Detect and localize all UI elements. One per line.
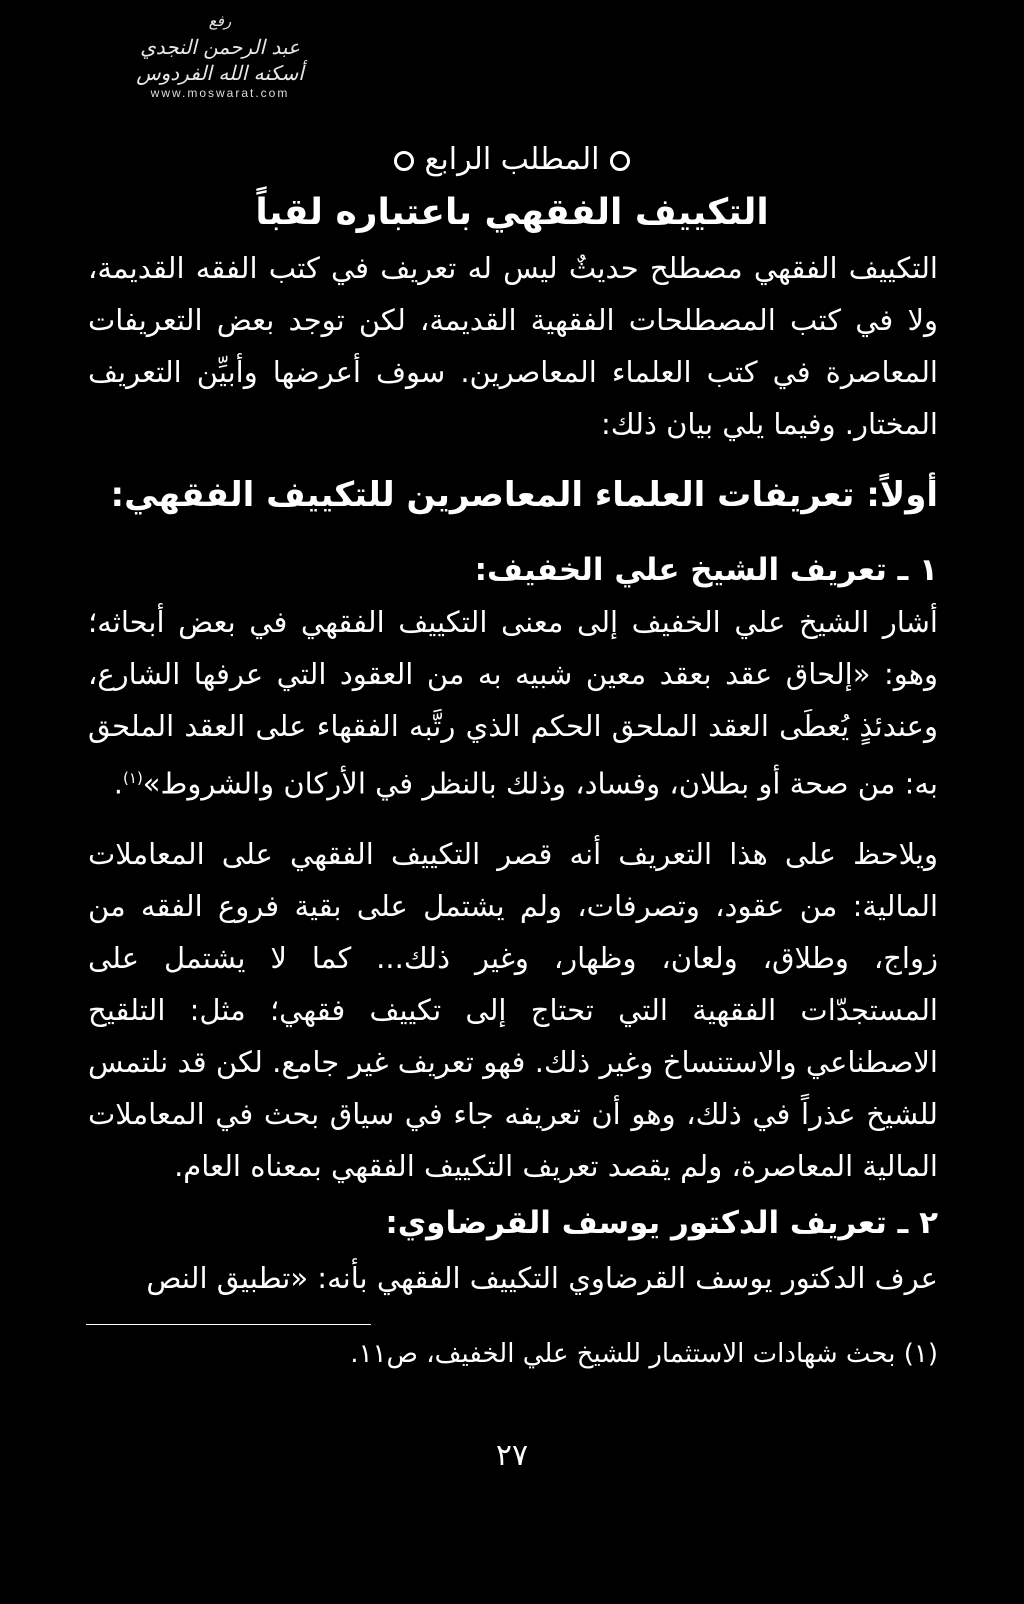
heading-definitions: أولاً: تعريفات العلماء المعاصرين للتكييف الفقهي:: [110, 475, 938, 515]
subheading-qaradawi: ٢ ـ تعريف الدكتور يوسف القرضاوي:: [385, 1205, 938, 1241]
circle-bullet-icon: [394, 151, 414, 171]
khafif-paragraph: أشار الشيخ علي الخفيف إلى معنى التكييف الفقهي في بعض أبحاثه؛ وهو: «إلحاق عقد بعقد معين شبيه به من العقود التي عرفها الشارع، وعندئذٍ يُعطَى العقد الملحق الحكم الذي رتَّبه الفقهاء على العقد الملحق به: من صحة أو بطلان، وفساد، وذلك بالنظر في الأركان والشروط»$^{(١)}$.: [88, 605, 938, 801]
watermark-calligraphy: رفع عبد الرحمن النجدي أسكنه الله الفردوس: [136, 12, 304, 85]
footnote-ref: (١): [123, 769, 143, 787]
qaradawi-paragraph: عرف الدكتور يوسف القرضاوي التكييف الفقهي بأنه: «تطبيق النص: [146, 1261, 938, 1295]
page-number: ٢٧: [495, 1438, 529, 1473]
circle-bullet-icon: [610, 151, 630, 171]
commentary-paragraph: ويلاحظ على هذا التعريف أنه قصر التكييف الفقهي على المعاملات المالية: من عقود، وتصرفات، ولم يشتمل على بقية فروع الفقه من زواج، وطلاق، ولعان، وظهار، وغير ذلك... كما لا يشتمل على المستجدّات الفقهية التي تحتاج إلى تكييف فقهي؛ مثل: التلقيح الاصطناعي والاستنساخ وغير ذلك. فهو تعريف غير جامع. لكن قد نلتمس للشيخ عذراً في ذلك، وهو أن تعريفه جاء في سياق بحث في المعاملات المالية المعاصرة، ولم يقصد تعريف التكييف الفقهي بمعناه العام.: [88, 837, 938, 1183]
intro-paragraph: التكييف الفقهي مصطلح حديثٌ ليس له تعريف في كتب الفقه القديمة، ولا في كتب المصطلحات الفقهية القديمة، لكن توجد بعض التعريفات المعاصرة في كتب العلماء المعاصرين. سوف أعرضها وأبيِّن التعريف المختار. وفيما يلي بيان ذلك:: [88, 251, 938, 441]
watermark-logo: [110, 8, 330, 108]
section-title: المطلب الرابع: [0, 140, 1024, 180]
subheading-khafif: ١ ـ تعريف الشيخ علي الخفيف:: [474, 552, 938, 588]
watermark-url: www.moswarat.com: [150, 86, 290, 100]
footnote: (١) بحث شهادات الاستثمار للشيخ علي الخفيف، ص١١.: [350, 1339, 938, 1369]
footnote-divider: [86, 1324, 371, 1325]
page-title: التكييف الفقهي باعتباره لقباً: [255, 192, 769, 233]
